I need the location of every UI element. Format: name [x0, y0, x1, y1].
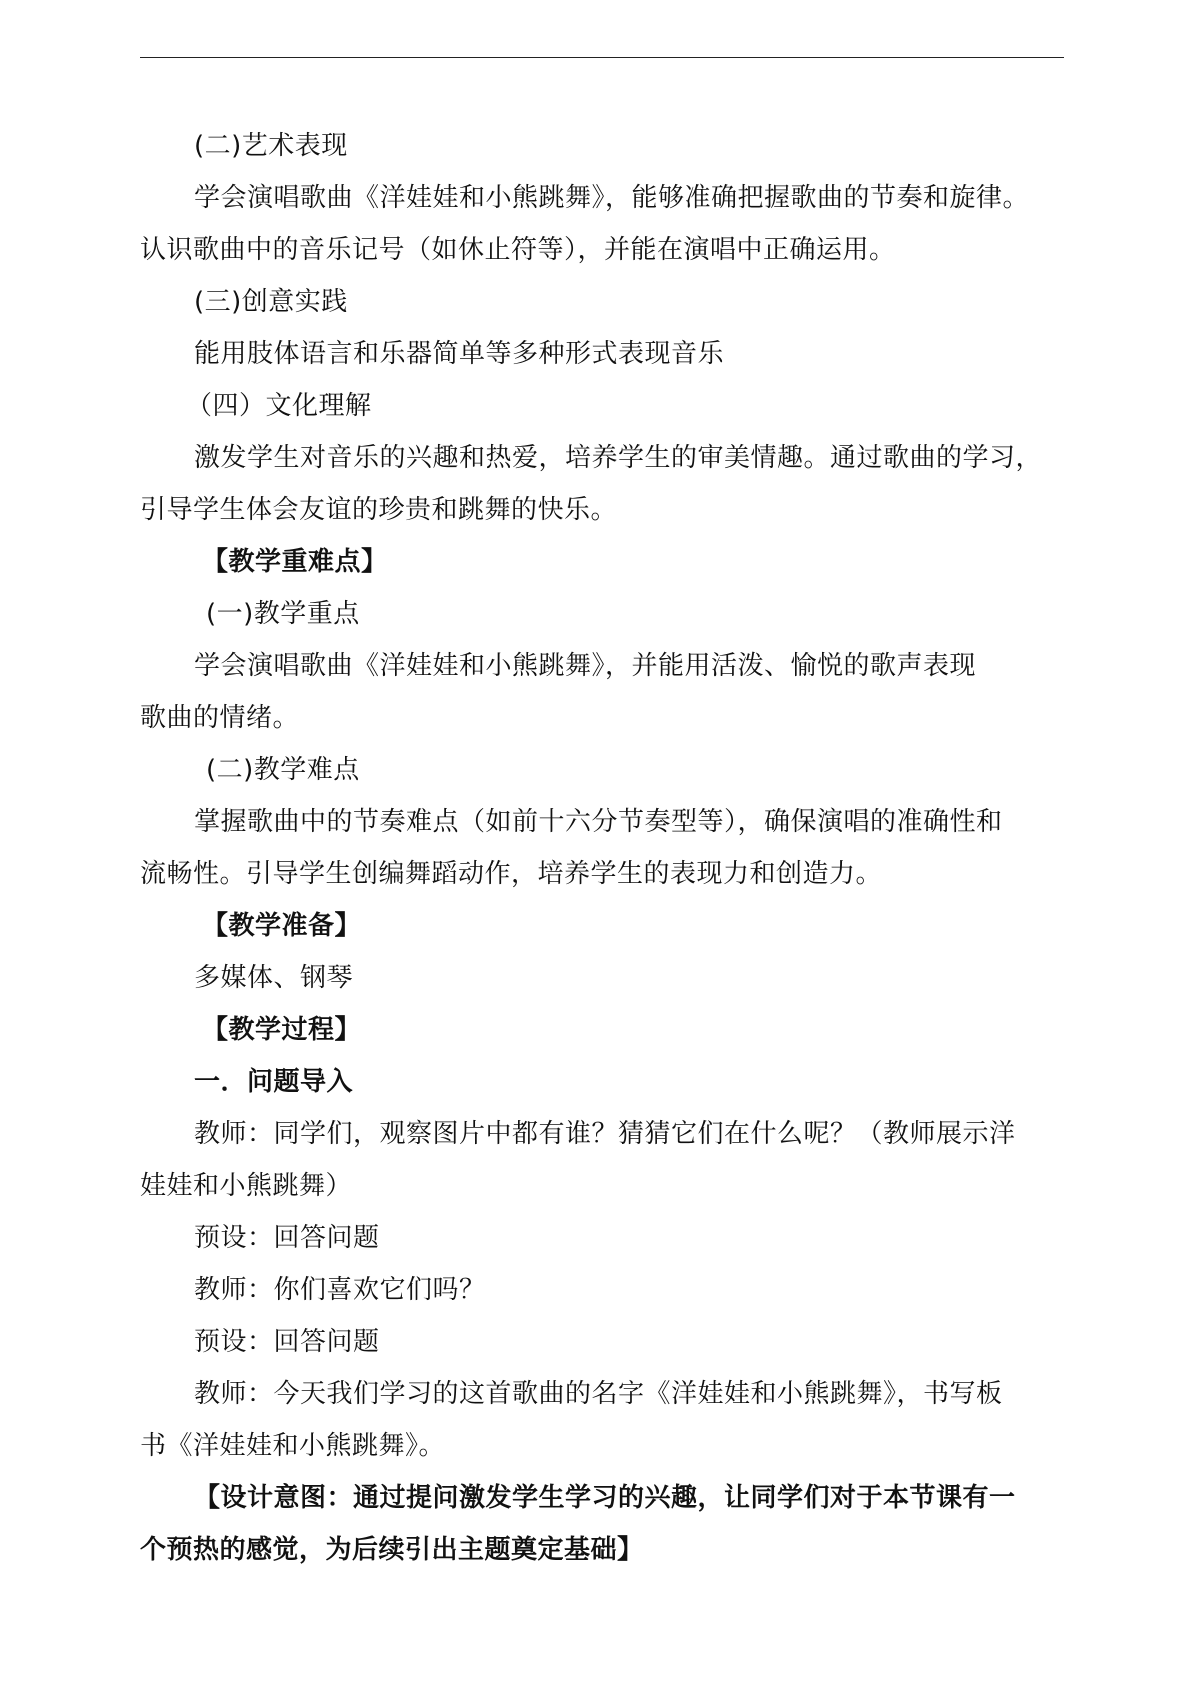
- section-heading: 【教学过程】: [202, 1015, 362, 1045]
- paragraph-line: 教师：同学们，观察图片中都有谁？猜猜它们在什么呢？（教师展示洋: [194, 1119, 1016, 1149]
- paragraph-line: 书《洋娃娃和小熊跳舞》。: [140, 1431, 446, 1461]
- paragraph-line: 激发学生对音乐的兴趣和热爱，培养学生的审美情趣。通过歌曲的学习，: [194, 443, 1043, 473]
- paragraph-line: 学会演唱歌曲《洋娃娃和小熊跳舞》，能够准确把握歌曲的节奏和旋律。: [194, 183, 1030, 213]
- step-heading: 一．问题导入: [194, 1067, 354, 1097]
- subsection-heading: (一)教学重点: [206, 599, 360, 629]
- section-heading: 【教学重难点】: [202, 547, 388, 577]
- subsection-heading: (三)创意实践: [194, 287, 348, 317]
- paragraph-line: 掌握歌曲中的节奏难点（如前十六分节奏型等），确保演唱的准确性和: [194, 807, 1003, 837]
- design-intent-line: 个预热的感觉，为后续引出主题奠定基础】: [140, 1535, 644, 1565]
- paragraph-line: 教师：你们喜欢它们吗？: [194, 1275, 486, 1305]
- paragraph-line: 流畅性。引导学生创编舞蹈动作，培养学生的表现力和创造力。: [140, 859, 883, 889]
- document-body: [140, 120, 1064, 1576]
- paragraph-line: 预设：回答问题: [194, 1327, 380, 1357]
- paragraph-line: 预设：回答问题: [194, 1223, 380, 1253]
- section-heading: 【教学准备】: [202, 911, 362, 941]
- paragraph-line: 歌曲的情绪。: [140, 703, 300, 733]
- subsection-heading: （四）文化理解: [186, 391, 372, 421]
- design-intent-line: 【设计意图：通过提问激发学生学习的兴趣，让同学们对于本节课有一: [194, 1483, 1016, 1513]
- header-rule: [140, 57, 1064, 58]
- paragraph-line: 引导学生体会友谊的珍贵和跳舞的快乐。: [140, 495, 618, 525]
- paragraph-line: 教师：今天我们学习的这首歌曲的名字《洋娃娃和小熊跳舞》，书写板: [194, 1379, 1003, 1409]
- subsection-heading: (二)教学难点: [206, 755, 360, 785]
- subsection-heading: (二)艺术表现: [194, 131, 348, 161]
- paragraph-line: 能用肢体语言和乐器简单等多种形式表现音乐: [194, 339, 725, 369]
- paragraph-line: 认识歌曲中的音乐记号（如休止符等），并能在演唱中正确运用。: [140, 235, 896, 265]
- paragraph-line: 学会演唱歌曲《洋娃娃和小熊跳舞》，并能用活泼、愉悦的歌声表现: [194, 651, 977, 681]
- paragraph-line: 多媒体、钢琴: [194, 963, 354, 993]
- paragraph-line: 娃娃和小熊跳舞）: [140, 1171, 353, 1201]
